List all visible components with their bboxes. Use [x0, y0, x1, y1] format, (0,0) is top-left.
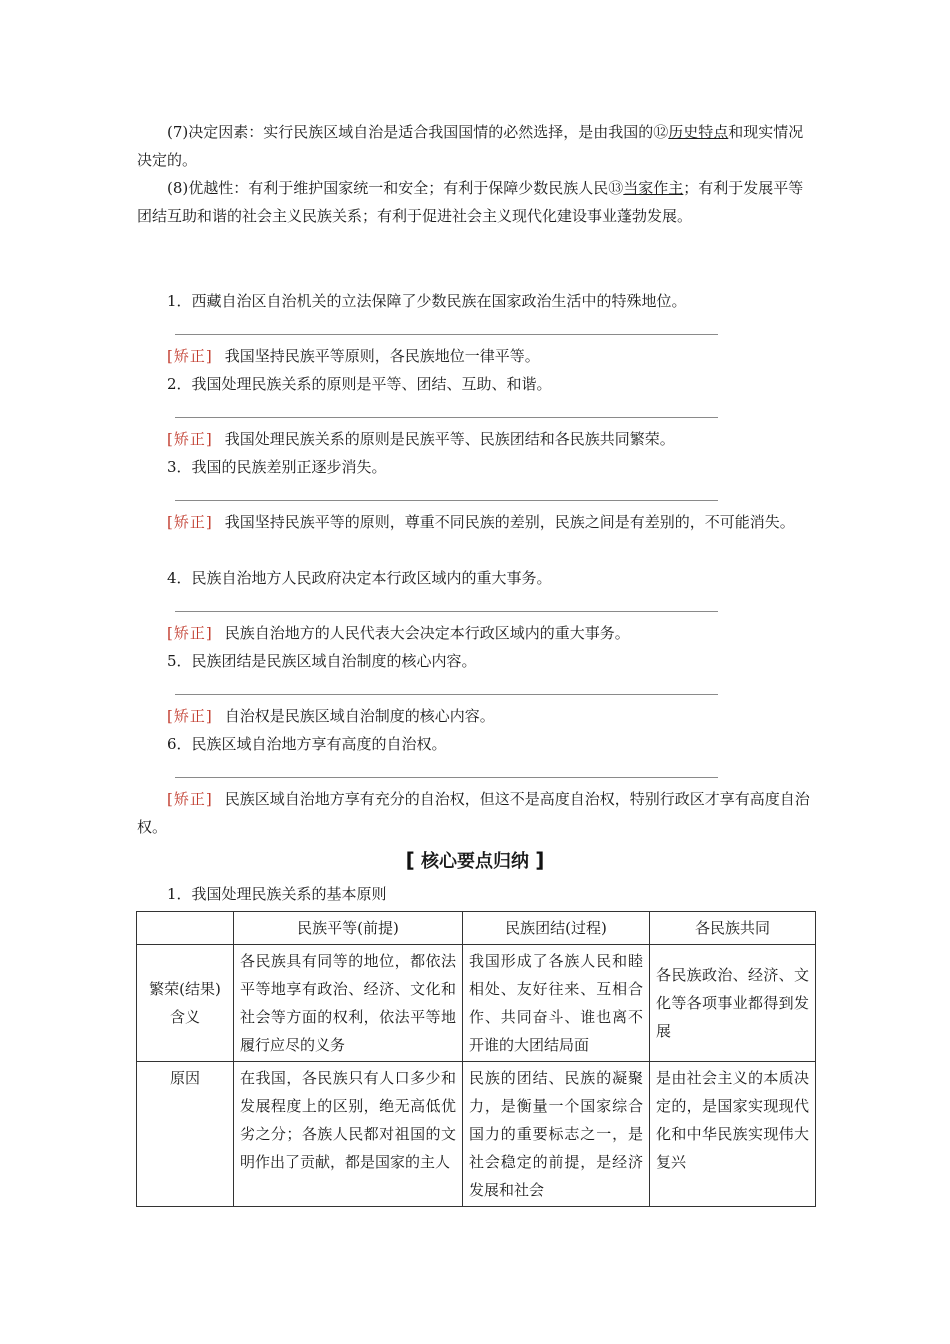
correction-2: [矫正] 我国处理民族关系的原则是民族平等、民族团结和各民族共同繁荣。	[167, 430, 675, 448]
answer-line-3	[175, 500, 718, 501]
question-5: 5．民族团结是民族区域自治制度的核心内容。	[167, 652, 477, 670]
table-header-cell	[137, 912, 234, 945]
correction-1: [矫正] 我国坚持民族平等原则，各民族地位一律平等。	[167, 347, 540, 365]
table-cell: 各民族具有同等的地位，都依法平等地享有政治、经济、文化和社会等方面的权利，依法平等地履行应尽的义务	[234, 945, 463, 1062]
correction-label: [矫正]	[167, 790, 213, 808]
question-6: 6．民族区域自治地方享有高度的自治权。	[167, 735, 447, 753]
question-4: 4．民族自治地方人民政府决定本行政区域内的重大事务。	[167, 569, 552, 587]
answer-line-4	[175, 611, 718, 612]
table-header-cell: 各民族共同	[650, 912, 816, 945]
row-label: 原因	[137, 1062, 234, 1207]
correction-3: [矫正] 我国坚持民族平等的原则，尊重不同民族的差别，民族之间是有差别的，不可能消失。	[167, 513, 795, 531]
answer-line-6	[175, 777, 718, 778]
paragraph-advantages: (8)优越性：有利于维护国家统一和安全；有利于保障少数民族人民⑬当家作主；有利于发展平等团结互助和谐的社会主义民族关系；有利于促进社会主义现代化建设事业蓬勃发展。	[137, 179, 804, 225]
principles-table	[136, 911, 816, 1207]
correction-6: [矫正] 民族区域自治地方享有充分的自治权，但这不是高度自治权，特别行政区才享有高度自治权。	[137, 790, 810, 836]
left-bracket: [	[405, 848, 415, 872]
table-cell: 是由社会主义的本质决定的，是国家实现现代化和中华民族实现伟大复兴	[650, 1062, 816, 1207]
table-cell: 我国形成了各族人民和睦相处、友好往来、互相合作、共同奋斗、谁也离不开谁的大团结局面	[463, 945, 650, 1062]
table-header-cell: 民族平等(前提)	[234, 912, 463, 945]
answer-line-5	[175, 694, 718, 695]
section-title-text: 核心要点归纳	[421, 851, 529, 872]
table-header-cell: 民族团结(过程)	[463, 912, 650, 945]
row-label: 繁荣(结果)含义	[137, 945, 234, 1062]
answer-line-2	[175, 417, 718, 418]
table-cell: 各民族政治、经济、文化等各项事业都得到发展	[650, 945, 816, 1062]
table-cell: 民族的团结、民族的凝聚力，是衡量一个国家综合国力的重要标志之一，是社会稳定的前提，是经济发展和社会	[463, 1062, 650, 1207]
question-3: 3．我国的民族差别正逐步消失。	[167, 458, 387, 476]
correction-5: [矫正] 自治权是民族区域自治制度的核心内容。	[167, 707, 495, 725]
question-1: 1．西藏自治区自治机关的立法保障了少数民族在国家政治生活中的特殊地位。	[167, 292, 687, 310]
table-row	[137, 1062, 816, 1207]
correction-label: [矫正]	[167, 624, 213, 642]
right-bracket: ]	[535, 848, 545, 872]
intro-section	[137, 118, 815, 230]
section-title	[0, 847, 950, 873]
paragraph-determining-factors: (7)决定因素：实行民族区域自治是适合我国国情的必然选择，是由我国的⑫历史特点和现实情况决定的。	[137, 123, 804, 169]
correction-label: [矫正]	[167, 707, 213, 725]
correction-label: [矫正]	[167, 430, 213, 448]
question-2: 2．我国处理民族关系的原则是平等、团结、互助、和谐。	[167, 375, 552, 393]
table-cell: 在我国，各民族只有人口多少和发展程度上的区别，绝无高低优劣之分；各族人民都对祖国的文明作出了贡献，都是国家的主人	[234, 1062, 463, 1207]
answer-line-1	[175, 334, 718, 335]
correction-4: [矫正] 民族自治地方的人民代表大会决定本行政区域内的重大事务。	[167, 624, 630, 642]
correction-label: [矫正]	[167, 347, 213, 365]
table-row	[137, 945, 816, 1062]
table-caption: 1．我国处理民族关系的基本原则	[167, 885, 387, 903]
correction-label: [矫正]	[167, 513, 213, 531]
table-header-row	[137, 912, 816, 945]
